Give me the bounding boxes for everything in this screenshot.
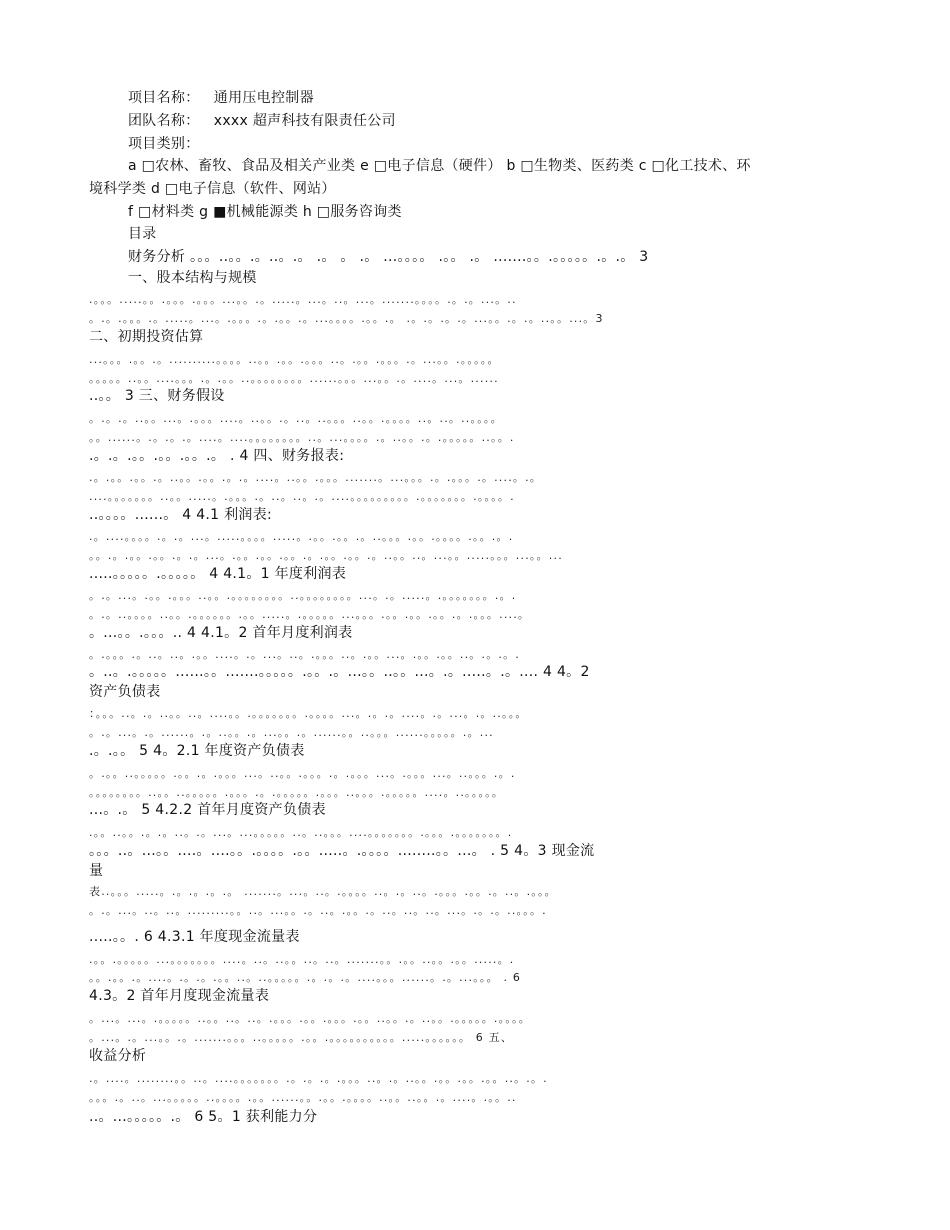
toc-leader-line: 。.。。。.。..。..。.。。....。.。...。..。.。。。..。.。。...。.。。.。。..。.。.。. xyxy=(89,648,520,661)
toc-line: 二、初期投资估算 xyxy=(89,329,204,345)
toc-leader-line: 。。。。。..。。....。。。.。.。。..。。。。。。。。......。。。...。。.。....。...。...... xyxy=(89,372,499,385)
toc-leader-line: .。.。。.。。.。..。。.。。.。.。....。..。。.。。。.......。...。。。.。.。。。.。....。.。 xyxy=(89,471,542,484)
toc-line: 资产负债表 xyxy=(89,684,161,700)
toc-leader-line: 。.。.。..。。...。.。。。....。..。。.。..。..。。。..。。.。。。。..。..。..。。。。 xyxy=(89,412,503,425)
toc-leader-line: .。....。........。。..。....。。。。。。。.。.。.。.。。。..。.。..。。.。。.。。.。。..。.。. xyxy=(89,1072,548,1085)
team-name-line xyxy=(128,112,859,131)
category-label: 项目类别： xyxy=(128,136,200,152)
toc-leader-line: 。.。。..。。。。。.。。.。.。。。...。..。。.。。。.。.。。。...。.。。。...。..。。。.。. xyxy=(89,767,516,780)
toc-line: ..。...。。。。。.。 6 5。1 获利能力分 xyxy=(89,1109,318,1125)
team-name-label: 团队名称： xyxy=(128,113,200,129)
toc-line: .....。。. 6 4.3.1 年度现金流量表 xyxy=(89,929,300,945)
toc-line: ...。.。 5 4.2.2 首年月度资产负债表 xyxy=(89,802,326,818)
team-name-value: xxxx 超声科技有限责任公司 xyxy=(213,113,396,129)
toc-leader-line: ：。。。..。.。..。。..。....。。.。。。。。。。.。。。。...。.。.。....。.。...。.。..。。。 xyxy=(89,707,528,720)
toc-leader-line: 表..。。。.....。.。.。.。.。 .......。...。..。.。。。。..。.。..。.。。。.。。.。..。.。。。 xyxy=(89,885,557,898)
project-name-line xyxy=(128,89,859,108)
toc-leader-line: .。。。.....。。.。。。.。。。...。。.。.....。...。..。...。.......。。。。.。.。...。.. xyxy=(89,293,517,306)
toc-leader-line: 。.。...。.。......。.。..。。.。...。。.。......。。..。。。......。。。。。.。... xyxy=(89,726,494,739)
toc-line: .。.。。 5 4。2.1 年度资产负债表 xyxy=(89,743,305,759)
toc-line: ..。。。。......。 4 4.1 利润表: xyxy=(89,507,273,523)
project-name-label: 项目名称： xyxy=(128,90,200,106)
toc-leader-line: .。....。。。。.。.。...。.....。。。。.....。.。。.。。.。..。。。.。。.。。。。.。。.。. xyxy=(89,530,514,543)
toc-leader-line: 。。。。。。。。..。。..。。。。。.。。。.。.。。。。。.。。。..。。。.。。。。。....。..。。。。。 xyxy=(89,786,505,799)
toc-leader-line: 。。......。.。.。.。....。....。。。。。。。。..。...。。。。.。..。。.。.。。。。。..。。. xyxy=(89,431,515,444)
category-options-line-2: 境科学类 d □电子信息（软件、网站） xyxy=(89,181,336,197)
toc-line: 。...。。.。。。.. 4 4.1。2 首年月度利润表 xyxy=(89,625,353,641)
toc-leader-line: ...。。。.。。.。..........。。。。..。。.。。.。。。..。.。。.。。。.。...。。.。。。。。 xyxy=(89,353,500,366)
toc-leader-line: 。。.。.。。.。。.。.。...。.。。.。。.。。.。.。。.。。.。..。。..。...。。.....。。。...。。... xyxy=(89,549,563,562)
toc-line: 。。。..。...。。....。....。。.。。。。.。。.....。.。。。。........。。...。 . 5 4。3 现金流 xyxy=(89,843,595,859)
toc-leader-line: 。.。...。.。。.。。。..。。.。。。。。。。。..。。。。。。。。...。.。.....。.。。。。。。。.。. xyxy=(89,589,517,602)
category-options-line-3: f □材料类 g ■机械能源类 h □服务咨询类 xyxy=(128,204,402,220)
toc-line: .....。。。。。.。。。。。 4 4.1。1 年度利润表 xyxy=(89,566,347,582)
toc-title: 目录 xyxy=(128,226,157,242)
toc-leader-line: 。.。...。..。..。.........。。..。...。。.。..。.。。.。..。..。..。...。.。.。..。。。. xyxy=(89,904,547,917)
toc-line: ..。。 3 三、财务假设 xyxy=(89,388,225,404)
toc-line: 。..。.。。。。。......。。.......。。。。。.。。.。...。。..。。...。.。.....。.。.... 4 4。2 xyxy=(89,664,590,680)
toc-leader-line: 。.。.。。。.。.....。...。.。。。.。.。。.。...。。。。.。。.。 .。.。.。.。...。。.。.。..。。...。3 xyxy=(89,312,604,325)
toc-line: 量 xyxy=(89,863,104,879)
toc-leader-line: .。。..。。.。.。..。.。...。...。。。。。..。..。。。....。。。。。。。.。。。.。。。。。。。. xyxy=(89,826,513,839)
toc-leader-line: 。。。.。..。...。。。。。..。。。。.。。......。。.。。.。。。。..。。..。。.。....。.。。.. xyxy=(89,1091,517,1104)
category-options-line-1: a □农林、畜牧、食品及相关产业类 e □电子信息（硬件） b □生物类、医药类 c □化工技术、环 xyxy=(128,158,751,174)
toc-line: 收益分析 xyxy=(89,1048,147,1064)
toc-leader-line: .。。.。。。。。...。。。。。。。....。..。..。。..。..。.......。。.。。..。。.。。.....。. xyxy=(89,953,515,966)
toc-leader-line: 。...。.。...。。.。.......。。。..。。。。。.。。.。。。。。。。。。。.....。。。。。。 6 五、 xyxy=(89,1031,514,1044)
project-name-value: 通用压电控制器 xyxy=(213,90,314,106)
toc-line: 一、股本结构与规模 xyxy=(128,270,257,286)
toc-leader-line: 。。.。。.。....。.。.。.。。..。..。。。。。.。.。.。....。。。......。.。...。。。 . 6 xyxy=(89,971,522,984)
toc-leader-line: 。.。..。。。。..。。.。。。。。。.。。.....。.。。。。。...。。。.。。.。。.。。.。.。。。....。 xyxy=(89,608,531,621)
toc-line: 4.3。2 首年月度现金流量表 xyxy=(89,988,270,1004)
toc-line: 财务分析 。。。..。。.。..。.。 .。 。 .。 ...。。。。 .。。 .。 .......。。.。。。。。.。.。 3 xyxy=(128,249,649,265)
toc-leader-line: 。...。...。.。。。。。..。。..。..。.。。。.。。.。。。.。。..。。.。..。。.。。。。。.。。。。 xyxy=(89,1012,531,1025)
toc-line: .。.。.。。.。。.。。.。 . 4 四、财务报表: xyxy=(89,448,345,464)
toc-leader-line: ....。。。。。。。..。。.....。.。。。.。..。..。.。....。。。。。。。。。.。。。。。。。.。。。。. xyxy=(89,490,515,503)
